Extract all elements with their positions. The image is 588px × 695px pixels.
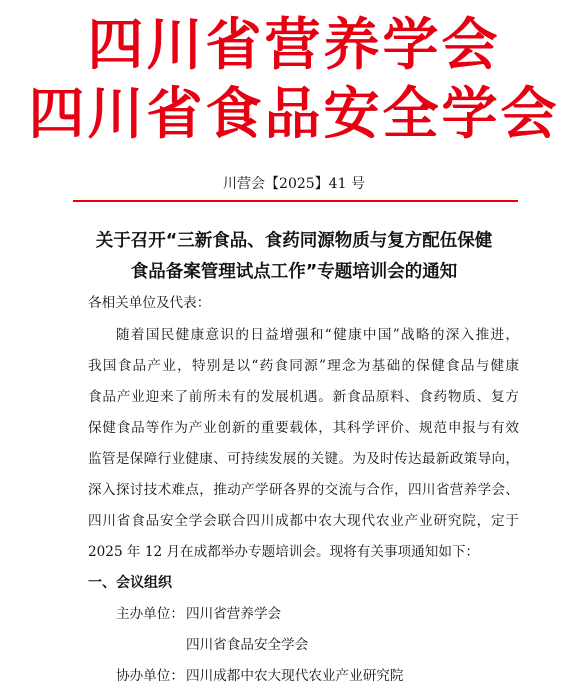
org-name-food-safety-society: 四川省食品安全学会: [28, 82, 560, 147]
body-paragraph-line: 我国食品产业，特别是以“药食同源”理念为基础的保健食品与健康: [88, 358, 519, 374]
salutation: 各相关单位及代表：: [88, 295, 211, 311]
co-organizer-label: 协办单位：: [116, 668, 184, 684]
body-paragraph-line: 随着国民健康意识的日益增强和“健康中国”战略的深入推进，: [116, 327, 519, 343]
body-paragraph-line: 2025 年 12 月在成都举办专题培训会。现将有关事项通知如下：: [88, 544, 480, 560]
org-name-nutrition-society: 四川省营养学会: [87, 13, 501, 78]
co-organizer-name: 四川成都中农大现代农业产业研究院: [186, 668, 404, 684]
body-paragraph-line: 四川省食品安全学会联合四川成都中农大现代农业产业研究院，定于: [88, 513, 519, 529]
document-number: 川营会【2025】41 号: [223, 176, 365, 192]
notice-title-line-1: 关于召开“三新食品、食药同源物质与复方配伍保健: [95, 231, 493, 251]
section-heading-meeting-organization: 一、会议组织: [88, 575, 172, 591]
organizer-name: 四川省营养学会: [186, 606, 282, 622]
notice-title-line-2: 食品备案管理试点工作”专题培训会的通知: [130, 262, 458, 282]
body-paragraph-line: 深入探讨技术难点，推动产学研各界的交流与合作，四川省营养学会、: [88, 482, 519, 498]
body-paragraph-line: 监管是保障行业健康、可持续发展的关键。为及时传达最新政策导向，: [88, 451, 519, 467]
organizer-label: 主办单位：: [116, 606, 184, 622]
organizer-name: 四川省食品安全学会: [186, 637, 309, 653]
body-paragraph-line: 食品产业迎来了前所未有的发展机遇。新食品原料、食药物质、复方: [88, 389, 519, 405]
red-divider-line: [73, 200, 518, 202]
body-paragraph-line: 保健食品等作为产业创新的重要载体，其科学评价、规范申报与有效: [88, 420, 519, 436]
